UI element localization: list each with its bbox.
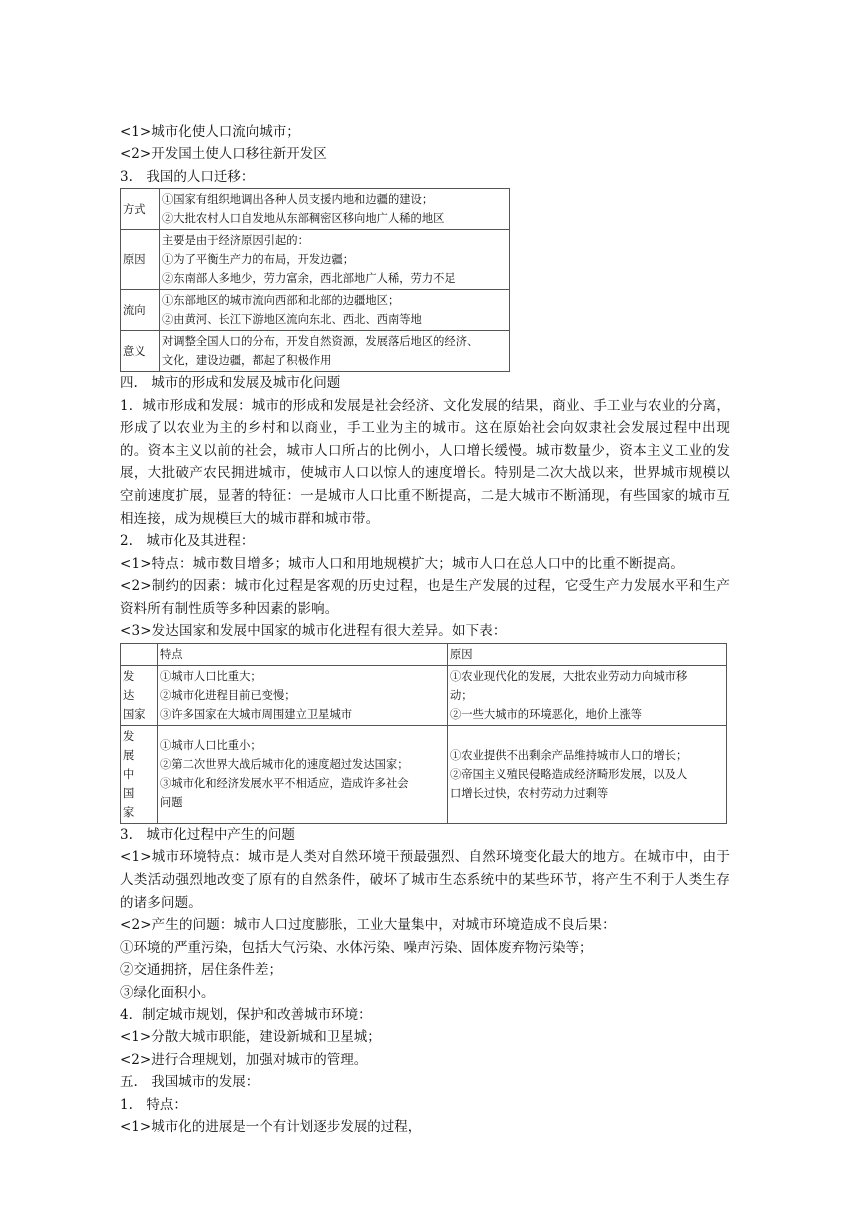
row-value	[160, 331, 510, 372]
table-row	[121, 189, 510, 230]
row-key	[121, 665, 158, 725]
urbanization-table	[120, 643, 727, 824]
cell-line: ①城市人口比重大；	[160, 669, 262, 683]
cell-line: ③城市化和经济发展水平不相适应，造成许多社会	[160, 777, 409, 791]
reasons-cell	[448, 725, 727, 823]
table-row	[121, 230, 510, 290]
header-cell: 特点	[158, 643, 448, 665]
document-page	[120, 121, 730, 1138]
reasons-cell	[448, 665, 727, 725]
subheading: 1. 特点：	[120, 1096, 187, 1113]
cell-line: ③许多国家在大城市周围建立卫星城市	[160, 707, 353, 721]
row-key: 意义	[121, 331, 160, 372]
migration-table	[120, 188, 510, 372]
cell-line: ②一些大城市的环境恶化，地价上涨等	[450, 707, 643, 721]
cell-line: ①国家有组织地调出各种人员支援内地和边疆的建设；	[162, 193, 434, 207]
row-key: 方式	[121, 189, 160, 230]
cell-line: ②帝国主义殖民侵略造成经济畸形发展，以及人	[450, 767, 688, 781]
table-row	[121, 290, 510, 331]
table-row	[121, 331, 510, 372]
cell-line: ②大批农村人口自发地从东部稠密区移向地广人稀的地区	[162, 212, 445, 226]
row-value	[160, 189, 510, 230]
cell-line: ①为了平衡生产力的布局，开发边疆；	[162, 253, 355, 267]
features-cell	[158, 665, 448, 725]
cell-line: ①东部地区的城市流向西部和北部的边疆地区；	[162, 294, 400, 308]
cell-line: ②城市化进程目前已变慢；	[160, 688, 296, 702]
subheading: 2. 城市化及其进程：	[120, 533, 255, 550]
paragraph: 1．城市形成和发展：城市的形成和发展是社会经济、文化发展的结果，商业、手工业与农业的分离，形成了以农业为主的乡村和以商业，手工业为主的城市。这在原始社会向奴隶社会发展过程中出现的。资本主义以前的社会，城市人口所占的比例小，人口增长缓慢。城市数量少，资本主义工业的发展，大批破产农民拥进城市，使城市人口以惊人的速度增长。特别是二次大战以来，世界城市规模以空前速度扩展，显著的特征：一是城市人口比重不断提高，二是大城市不断涌现，有些国家的城市互相连接，成为规模巨大的城市群和城市带。	[120, 397, 730, 527]
table-row	[121, 665, 727, 725]
cell-line: 问题	[160, 796, 183, 810]
subheading: 4．制定城市规划，保护和改善城市环境：	[120, 1006, 372, 1023]
cell-line: 发 展	[123, 729, 146, 762]
cell-line: 家	[123, 805, 135, 819]
cell-line: 国家	[123, 707, 146, 721]
intro-line-1: <1>城市化使人口流向城市；	[120, 124, 300, 140]
section-heading: 五. 我国城市的发展：	[120, 1074, 260, 1091]
cell-line: ①农业提供不出剩余产品维持城市人口的增长；	[450, 748, 688, 762]
list-item: ③绿化面积小。	[120, 984, 215, 1001]
list-item: <2>进行合理规划，加强对城市的管理。	[120, 1051, 368, 1068]
paragraph: <1>特点：城市数目增多；城市人口和用地规模扩大；城市人口在总人口中的比重不断提高。	[120, 555, 685, 572]
cell-line: 主要是由于经济原因引起的：	[162, 234, 309, 248]
paragraph: <3>发达国家和发展中国家的城市化进程有很大差异。如下表：	[120, 623, 507, 640]
table-header-row	[121, 643, 727, 665]
cell-line: ①城市人口比重小；	[160, 739, 262, 753]
subheading: 3. 城市化过程中产生的问题	[120, 826, 295, 843]
intro-line-3: 3. 我国的人口迁移：	[120, 168, 255, 185]
cell-line: ②由黄河、长江下游地区流向东北、西北、西南等地	[162, 313, 422, 327]
list-item: ①环境的严重污染，包括大气污染、水体污染、噪声污染、固体废弃物污染等；	[120, 939, 593, 956]
row-value	[160, 230, 510, 290]
row-key: 原因	[121, 230, 160, 290]
cell-line: 中 国	[123, 767, 146, 800]
list-item: <1>分散大城市职能，建设新城和卫星城；	[120, 1029, 381, 1046]
intro-line-2: <2>开发国土使人口移往新开发区	[120, 146, 327, 163]
header-cell	[121, 643, 158, 665]
cell-line: 对调整全国人口的分布，开发自然资源，发展落后地区的经济、	[162, 335, 479, 349]
row-key	[121, 725, 158, 823]
list-item: ②交通拥挤，居住条件差；	[120, 962, 282, 979]
cell-line: 发 达	[123, 669, 146, 702]
row-key: 流向	[121, 290, 160, 331]
list-item: <1>城市化的进展是一个有计划逐步发展的过程，	[120, 1119, 422, 1135]
paragraph: <1>城市环境特点：城市是人类对自然环境干预最强烈、自然环境变化最大的地方。在城市中，由于人类活动强烈地改变了原有的自然条件，破坏了城市生态系统中的某些环节，将产生不利于人类生存的诸多问题。	[120, 849, 730, 911]
paragraph: <2>制约的因素：城市化过程是客观的历史过程，也是生产发展的过程，它受生产力发展水平和生产资料所有制性质等多种因素的影响。	[120, 578, 730, 617]
features-cell	[158, 725, 448, 823]
header-cell: 原因	[448, 643, 727, 665]
paragraph: <2>产生的问题：城市人口过度膨胀，工业大量集中，对城市环境造成不良后果：	[120, 917, 616, 934]
cell-line: ②第二次世界大战后城市化的速度超过发达国家；	[160, 758, 409, 772]
table-row	[121, 725, 727, 823]
cell-line: 动；	[450, 688, 473, 702]
section-heading: 四. 城市的形成和发展及城市化问题	[120, 375, 341, 392]
cell-line: ②东南部人多地少，劳力富余，西北部地广人稀，劳力不足	[162, 272, 456, 286]
cell-line: ①农业现代化的发展，大批农业劳动力向城市移	[450, 669, 688, 683]
cell-line: 文化，建设边疆，都起了积极作用	[162, 354, 332, 368]
row-value	[160, 290, 510, 331]
cell-line: 口增长过快，农村劳动力过剩等	[450, 786, 609, 800]
